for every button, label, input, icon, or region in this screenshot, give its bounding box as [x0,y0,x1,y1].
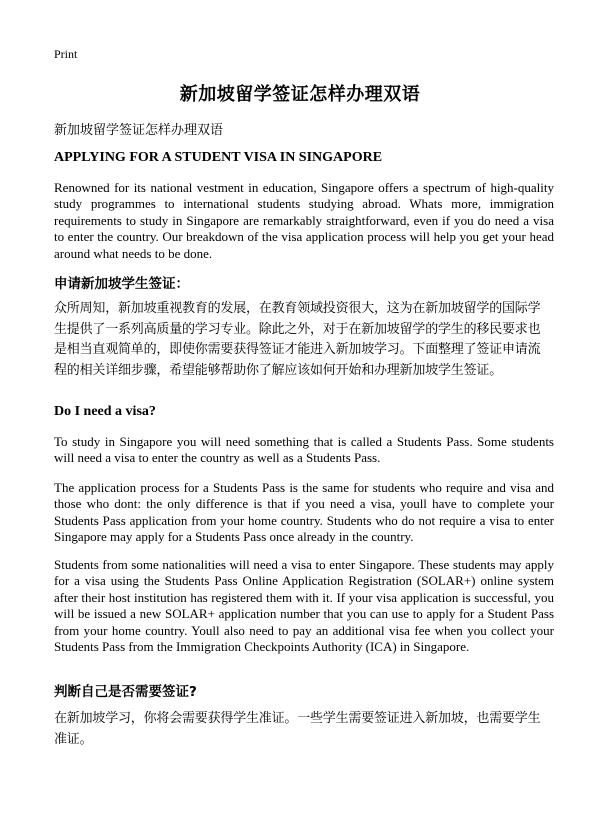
section-heading-applying: APPLYING FOR A STUDENT VISA IN SINGAPORE [54,150,383,165]
paragraph-nationalities: Students from some nationalities will need a visa to enter Singapore. These students may apply for a visa using the Students Pass Online Application Registration (SOLAR+) online system after their host institution has registered them with it. If your visa application is successful, you will be issued a new SOLAR+ application number that you can use to apply for a Student Pass from your home country. Youll also need to pay an additional visa fee when you collect your Students Pass from the Immigration Checkpoints Authority (ICA) in Singapore. [54,557,554,655]
paragraph-intro-cn: 众所周知，新加坡重视教育的发展，在教育领域投资很大，这为在新加坡留学的国际学生提供了一系列高质量的学习专业。除此之外，对于在新加坡留学的学生的移民要求也是相当直观简单的，即使你需要获得签证才能进入新加坡学习。下面整理了签证申请流程的相关详细步骤，希望能够帮助你了解应该如何开始和办理新加坡学生签证。 [54,301,541,378]
print-link[interactable]: Print [54,47,78,61]
paragraph-application-process: The application process for a Students Pass is the same for students who require and visa and those who dont: the only difference is that if you need a visa, youll have to complete your Students Pass application from your home country. Students who do not require a visa to enter Singapore may apply for a Students Pass once already in the country. [54,480,554,545]
paragraph-students-pass: To study in Singapore you will need something that is called a Students Pass. Some students will need a visa to enter the country as well as a Students Pass. [54,434,554,466]
section-heading-apply-cn: 申请新加坡学生签证： [54,276,189,292]
section-heading-need-visa-cn: 判断自己是否需要签证? [54,684,197,700]
section-heading-need-visa: Do I need a visa? [54,404,156,419]
paragraph-need-visa-cn: 在新加坡学习，你将会需要获得学生准证。一些学生需要签证进入新加坡，也需要学生准证。 [54,711,541,747]
paragraph-intro-en: Renowned for its national vestment in education, Singapore offers a spectrum of high-quality study programmes to international students studying abroad. Whats more, immigration requirements to study in Singapore are remarkably straightforward, even if you do need a visa to enter the country. Our breakdown of the visa application process will help you get your head around what needs to be done. [54,180,554,261]
document-subtitle: 新加坡留学签证怎样办理双语 [54,123,224,138]
document-title: 新加坡留学签证怎样办理双语 [179,84,421,105]
